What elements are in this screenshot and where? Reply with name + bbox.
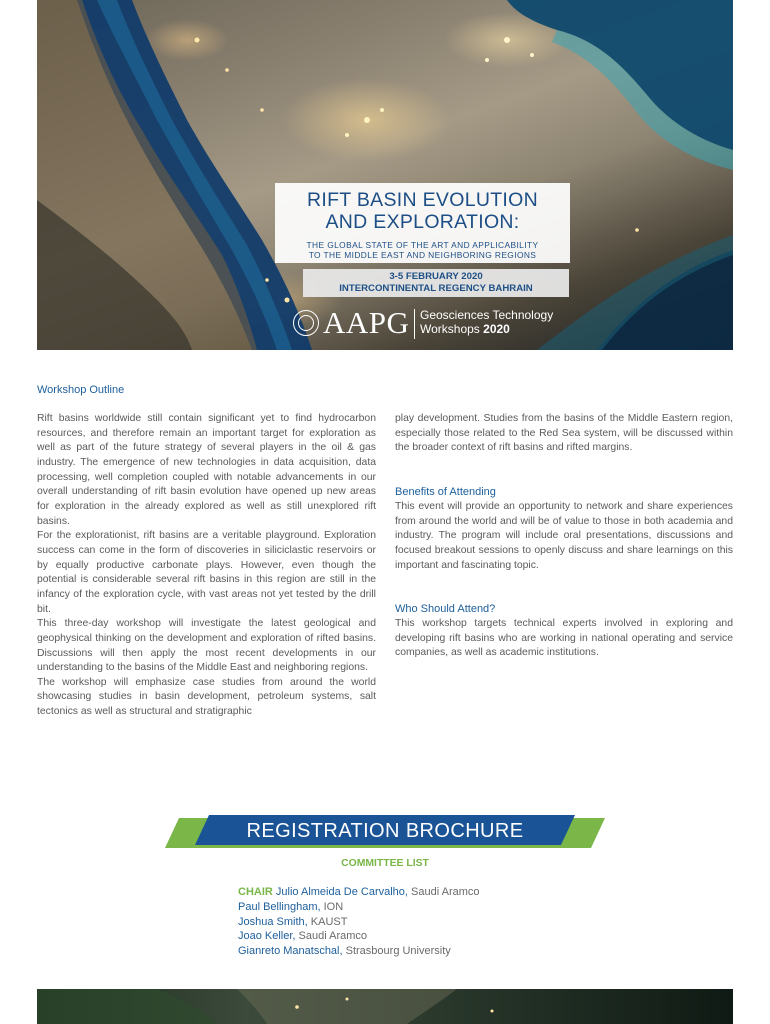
- outline-paragraph-continued: play development. Studies from the basins of the Middle Eastern region, especially those related to the Red Sea system, will be discussed within the broader context of rift basins and rifted margins.: [395, 413, 733, 454]
- outline-paragraph-4: The workshop will emphasize case studies from around the world showcasing studies in basin development, petroleum systems, salt tectonics as well as structural and stratigraphic: [37, 676, 376, 718]
- who-should-attend-text: [395, 617, 733, 661]
- title-box: [275, 183, 570, 263]
- outline-paragraph-3: This three-day workshop will investigate the latest geological and geophysical thinking on the development and exploration of rifted basins. Discussions will then apply the most recent developments in our understanding to the basins of the Middle East and neighboring regions.: [37, 618, 376, 674]
- hero-satellite-image: [37, 0, 733, 350]
- committee-member: [238, 885, 480, 900]
- member-name: Julio Almeida De Carvalho,: [275, 886, 408, 898]
- gtw-line2: [420, 323, 553, 337]
- outline-paragraph-1: Rift basins worldwide still contain significant yet to find hydrocarbon resources, and therefore remain an important target for exploration as well as part of the future strategy of several players in the oil & gas industry. The emergence of new technologies in data acquisition, data processing, well completion coupled with notable advancements in our overall understanding of rift basin evolution have opened up new areas for exploration in the already explored as well as still unexplored rift basins.: [37, 413, 376, 527]
- logo-divider: [414, 309, 415, 339]
- member-name: Paul Bellingham,: [238, 900, 321, 913]
- member-org: Saudi Aramco: [298, 930, 368, 943]
- member-org: ION: [323, 900, 344, 913]
- benefits-heading: Benefits of Attending: [395, 486, 496, 498]
- registration-banner-title: REGISTRATION BROCHURE: [246, 820, 524, 842]
- member-name: Joshua Smith,: [238, 915, 308, 928]
- workshop-subtitle-line2: TO THE MIDDLE EAST AND NEIGHBORING REGIONS: [308, 250, 537, 260]
- committee-member: [238, 915, 480, 930]
- committee-member: [238, 929, 480, 944]
- outline-right-column: [395, 412, 733, 456]
- satellite-map-graphic: [37, 0, 733, 350]
- member-org: KAUST: [310, 915, 348, 928]
- workshop-title-line2: AND EXPLORATION:: [325, 211, 520, 233]
- committee-member: [238, 944, 480, 959]
- bottom-satellite-image: [37, 989, 733, 1024]
- member-name: Joao Keller,: [238, 930, 296, 943]
- event-date: 3-5 FEBRUARY 2020: [389, 271, 483, 282]
- chair-label: CHAIR: [238, 886, 273, 898]
- who-paragraph: This workshop targets technical experts involved in exploring and developing rift basins who are working in national operating and service companies, as well as academic institutions.: [395, 618, 733, 659]
- bottom-map-graphic: [37, 989, 733, 1024]
- committee-member: [238, 900, 480, 915]
- benefits-paragraph: This event will provide an opportunity to network and share experiences from around the world and will be of value to those in both academia and industry. The program will include oral presentations, discussions and focused breakout sessions to openly discuss and share learnings on this important and fascinating topic.: [395, 501, 733, 571]
- outline-left-column: [37, 412, 376, 720]
- member-org: Strasbourg University: [345, 945, 451, 958]
- event-venue: INTERCONTINENTAL REGENCY BAHRAIN: [339, 283, 533, 294]
- benefits-text: [395, 500, 733, 573]
- date-venue-box: [303, 269, 569, 297]
- gtw-line2-prefix: Workshops: [420, 321, 484, 336]
- workshop-title-line1: RIFT BASIN EVOLUTION: [306, 189, 538, 211]
- aapg-logo: [293, 307, 563, 341]
- registration-banner: [165, 815, 605, 849]
- gtw-wordmark: [420, 309, 553, 336]
- aapg-seal-icon: [293, 310, 319, 336]
- who-should-attend-heading: Who Should Attend?: [395, 603, 496, 615]
- member-name: Gianreto Manatschal,: [238, 945, 343, 958]
- committee-list-heading: COMMITTEE LIST: [341, 858, 429, 869]
- outline-paragraph-2: For the explorationist, rift basins are a veritable playground. Exploration success can come in the form of discoveries in siliciclastic reservoirs or by equally productive carbonate plays. However, even though the potential is considerable several rift basins in this region are still in the infancy of the exploration cycle, with vast areas not yet tested by the drill bit.: [37, 530, 376, 615]
- aapg-wordmark: AAPG: [323, 305, 410, 340]
- gtw-line1: Geosciences Technology: [420, 308, 554, 322]
- workshop-subtitle-line1: THE GLOBAL STATE OF THE ART AND APPLICABILITY: [306, 240, 539, 250]
- member-org: Saudi Aramco: [411, 886, 480, 898]
- committee-list: [238, 885, 480, 959]
- workshop-outline-heading: Workshop Outline: [37, 384, 125, 396]
- gtw-year: 2020: [483, 321, 510, 336]
